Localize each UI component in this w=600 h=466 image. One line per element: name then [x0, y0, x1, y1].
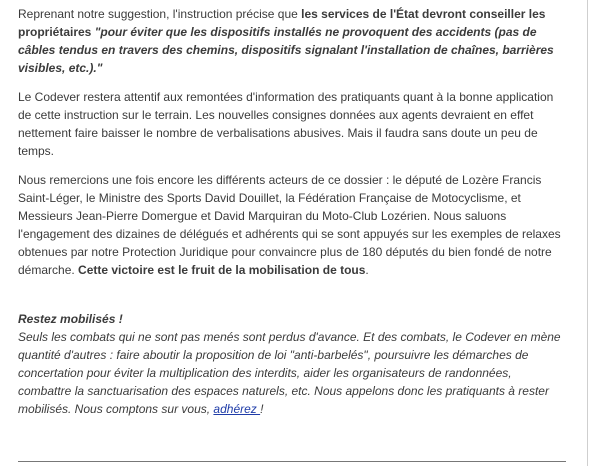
instruction-bold-text: les services de l'État devront conseiller les propriétaires [18, 7, 546, 39]
closing-section [18, 310, 566, 418]
closing-end-punctuation: ! [260, 402, 264, 416]
closing-text: Seuls les combats qui ne sont pas menés sont perdus d'avance. Et des combats, le Codever en mène quantité d'autres : faire aboutir la proposition de loi "anti-barbelés", poursuivre les démarches de concertation pour éviter la multiplication des interdits, aider les organisateurs de randonnées, combattre la sanctuarisation des espaces naturels, etc. Nous appelons donc les pratiquants à rester mobilisés. Nous comptons sur vous, [18, 330, 561, 416]
closing-paragraph [18, 328, 566, 418]
victory-bold-text: Cette victoire est le fruit de la mobilisation de tous [78, 263, 366, 277]
thanks-end-punctuation: . [365, 263, 369, 277]
bottom-divider [18, 461, 566, 462]
paragraph-codever-attentive: Le Codever restera attentif aux remontées d'information des pratiquants quant à la bonne application de cette instruction sur le terrain. Les nouvelles consignes données aux agents devraient en effet nettement faire baisser le nombre de verbalisations abusives. Mais il faudra sans doute un peu de temps. [18, 90, 554, 158]
closing-heading [18, 310, 566, 328]
paragraph-instruction [18, 5, 566, 77]
instruction-quote-text: "pour éviter que les dispositifs installés ne provoquent des accidents (pas de câbles tendus en travers des chemins, dispositifs signalant l'installation de chaînes, barrières visibles, etc.)." [18, 25, 554, 75]
join-link[interactable]: adhérez [213, 402, 261, 416]
paragraph-thanks [18, 171, 566, 279]
thanks-text: Nous remercions une fois encore les différents acteurs de ce dossier : le député de Lozère Francis Saint-Léger, le Ministre des Sports David Douillet, la Fédération Française de Motocyclisme, et Messieurs Jean-Pierre Domergue et David Marquiran du Moto-Club Lozérien. Nous saluons l'engagement des dizaines de délégués et adhérents qui se sont appuyés sur les exemples de relaxes obtenues par notre Protection Juridique pour convaincre plus de 180 députés du bien fondé de notre démarche. [18, 173, 561, 277]
article-body [18, 5, 566, 418]
spacer [18, 290, 566, 310]
stay-mobilized-heading: Restez mobilisés ! [18, 312, 123, 326]
content-right-border [587, 0, 588, 466]
instruction-lead-text: Reprenant notre suggestion, l'instruction précise que [18, 7, 302, 21]
